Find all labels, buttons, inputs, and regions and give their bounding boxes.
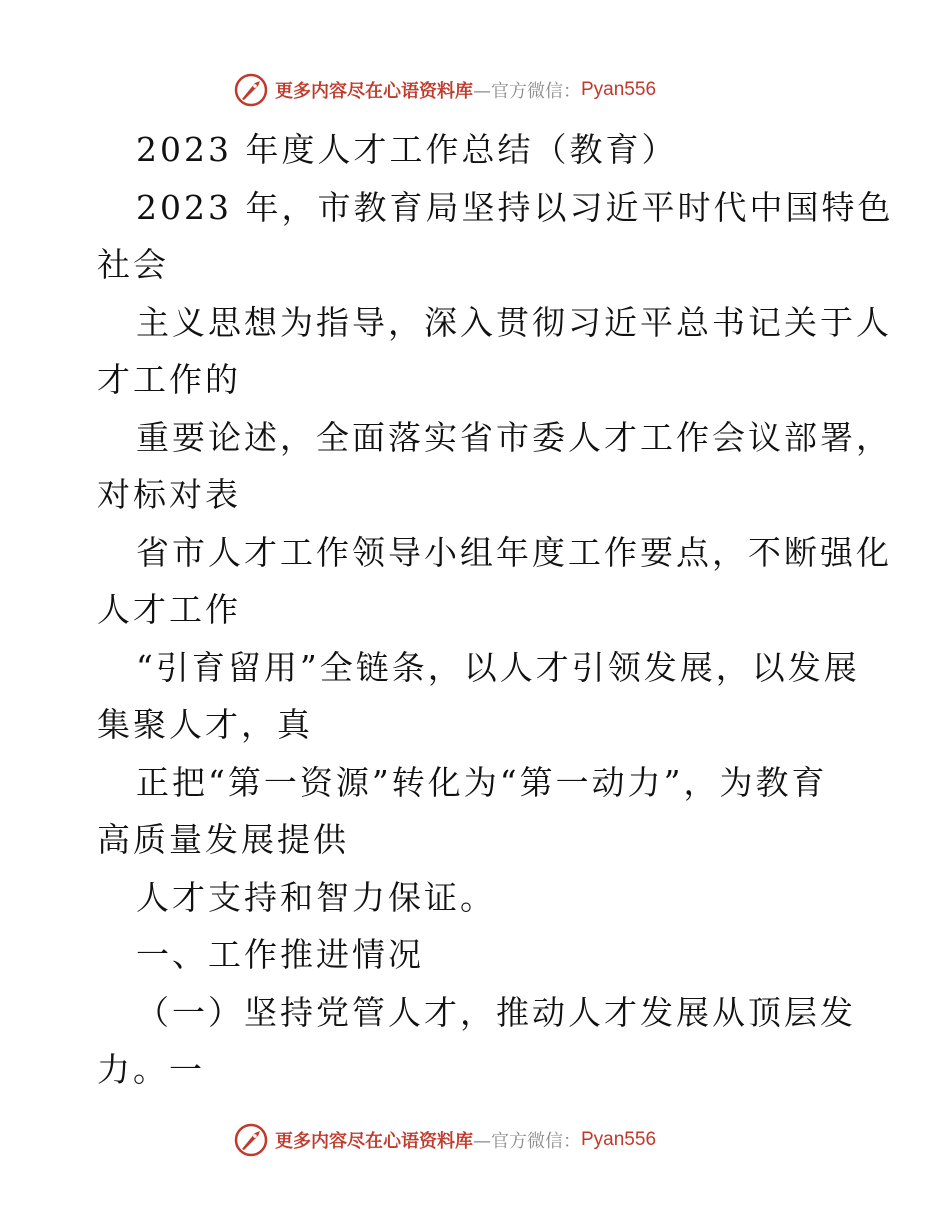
paragraph-line: 人才支持和智力保证。	[136, 877, 496, 917]
section-heading: 一、工作推进情况	[136, 935, 424, 974]
header-watermark	[233, 72, 656, 108]
watermark-promo-text: 更多内容尽在心语资料库	[275, 1131, 473, 1152]
watermark-wechat-id: Pyan556	[581, 79, 657, 100]
paragraph-line: 重要论述，全面落实省市委人才工作会议部署，	[136, 417, 892, 457]
paragraph-line: 对标对表	[97, 475, 241, 514]
pen-nib-circle-icon	[233, 72, 269, 108]
paragraph-line: 人才工作	[97, 590, 241, 629]
watermark-label: —官方微信：	[473, 81, 581, 102]
pen-nib-circle-icon	[233, 1122, 269, 1158]
paragraph-line: 主义思想为指导，深入贯彻习近平总书记关于人	[136, 302, 892, 342]
watermark-promo-text: 更多内容尽在心语资料库	[275, 81, 473, 102]
watermark-label: —官方微信：	[473, 1131, 581, 1152]
paragraph-line: 才工作的	[97, 360, 241, 399]
paragraph-line: 社会	[97, 245, 169, 284]
paragraph-line: 力。一	[97, 1050, 205, 1089]
subsection-heading: （一）坚持党管人才，推动人才发展从顶层发	[136, 992, 856, 1032]
document-title: 2023 年度人才工作总结（教育）	[136, 130, 678, 169]
paragraph-line: 集聚人才，真	[97, 705, 313, 744]
paragraph-line: 省市人才工作领导小组年度工作要点，不断强化	[136, 532, 892, 572]
paragraph-line: 高质量发展提供	[97, 820, 349, 859]
watermark-wechat-id: Pyan556	[581, 1129, 657, 1150]
paragraph-line: 2023 年，市教育局坚持以习近平时代中国特色	[136, 187, 894, 227]
paragraph-line: 正把“第一资源”转化为“第一动力”，为教育	[136, 762, 828, 802]
document-body	[97, 121, 894, 1099]
paragraph-line: “引育留用”全链条，以人才引领发展，以发展	[136, 647, 860, 687]
footer-watermark	[233, 1122, 656, 1158]
